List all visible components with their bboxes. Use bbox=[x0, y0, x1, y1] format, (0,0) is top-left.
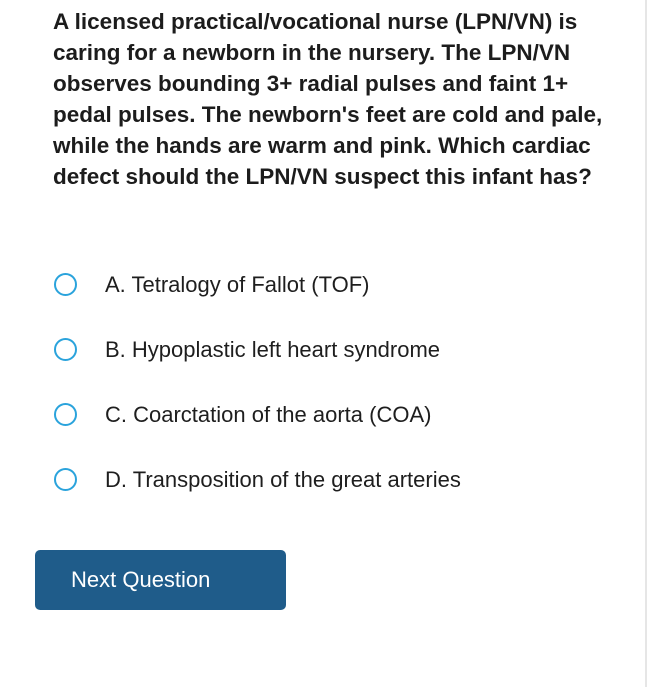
option-c[interactable] bbox=[54, 382, 614, 447]
radio-button-b[interactable] bbox=[54, 338, 77, 361]
option-b[interactable] bbox=[54, 317, 614, 382]
radio-button-c[interactable] bbox=[54, 403, 77, 426]
radio-button-a[interactable] bbox=[54, 273, 77, 296]
next-question-button[interactable]: Next Question bbox=[35, 550, 286, 610]
option-d[interactable] bbox=[54, 447, 614, 512]
radio-button-d[interactable] bbox=[54, 468, 77, 491]
option-c-label[interactable]: C. Coarctation of the aorta (COA) bbox=[105, 401, 432, 427]
option-d-label[interactable]: D. Transposition of the great arteries bbox=[105, 466, 461, 492]
answer-options bbox=[54, 252, 614, 512]
option-a[interactable] bbox=[54, 252, 614, 317]
question-text: A licensed practical/vocational nurse (LPN/VN) is caring for a newborn in the nursery. The LPN/VN observes bounding 3+ radial pulses and faint 1+ pedal pulses. The newborn's feet are cold and pale, while the hands are warm and pink. Which cardiac defect should the LPN/VN suspect this infant has? bbox=[53, 9, 603, 189]
option-a-label[interactable]: A. Tetralogy of Fallot (TOF) bbox=[105, 271, 370, 297]
option-b-label[interactable]: B. Hypoplastic left heart syndrome bbox=[105, 336, 441, 362]
